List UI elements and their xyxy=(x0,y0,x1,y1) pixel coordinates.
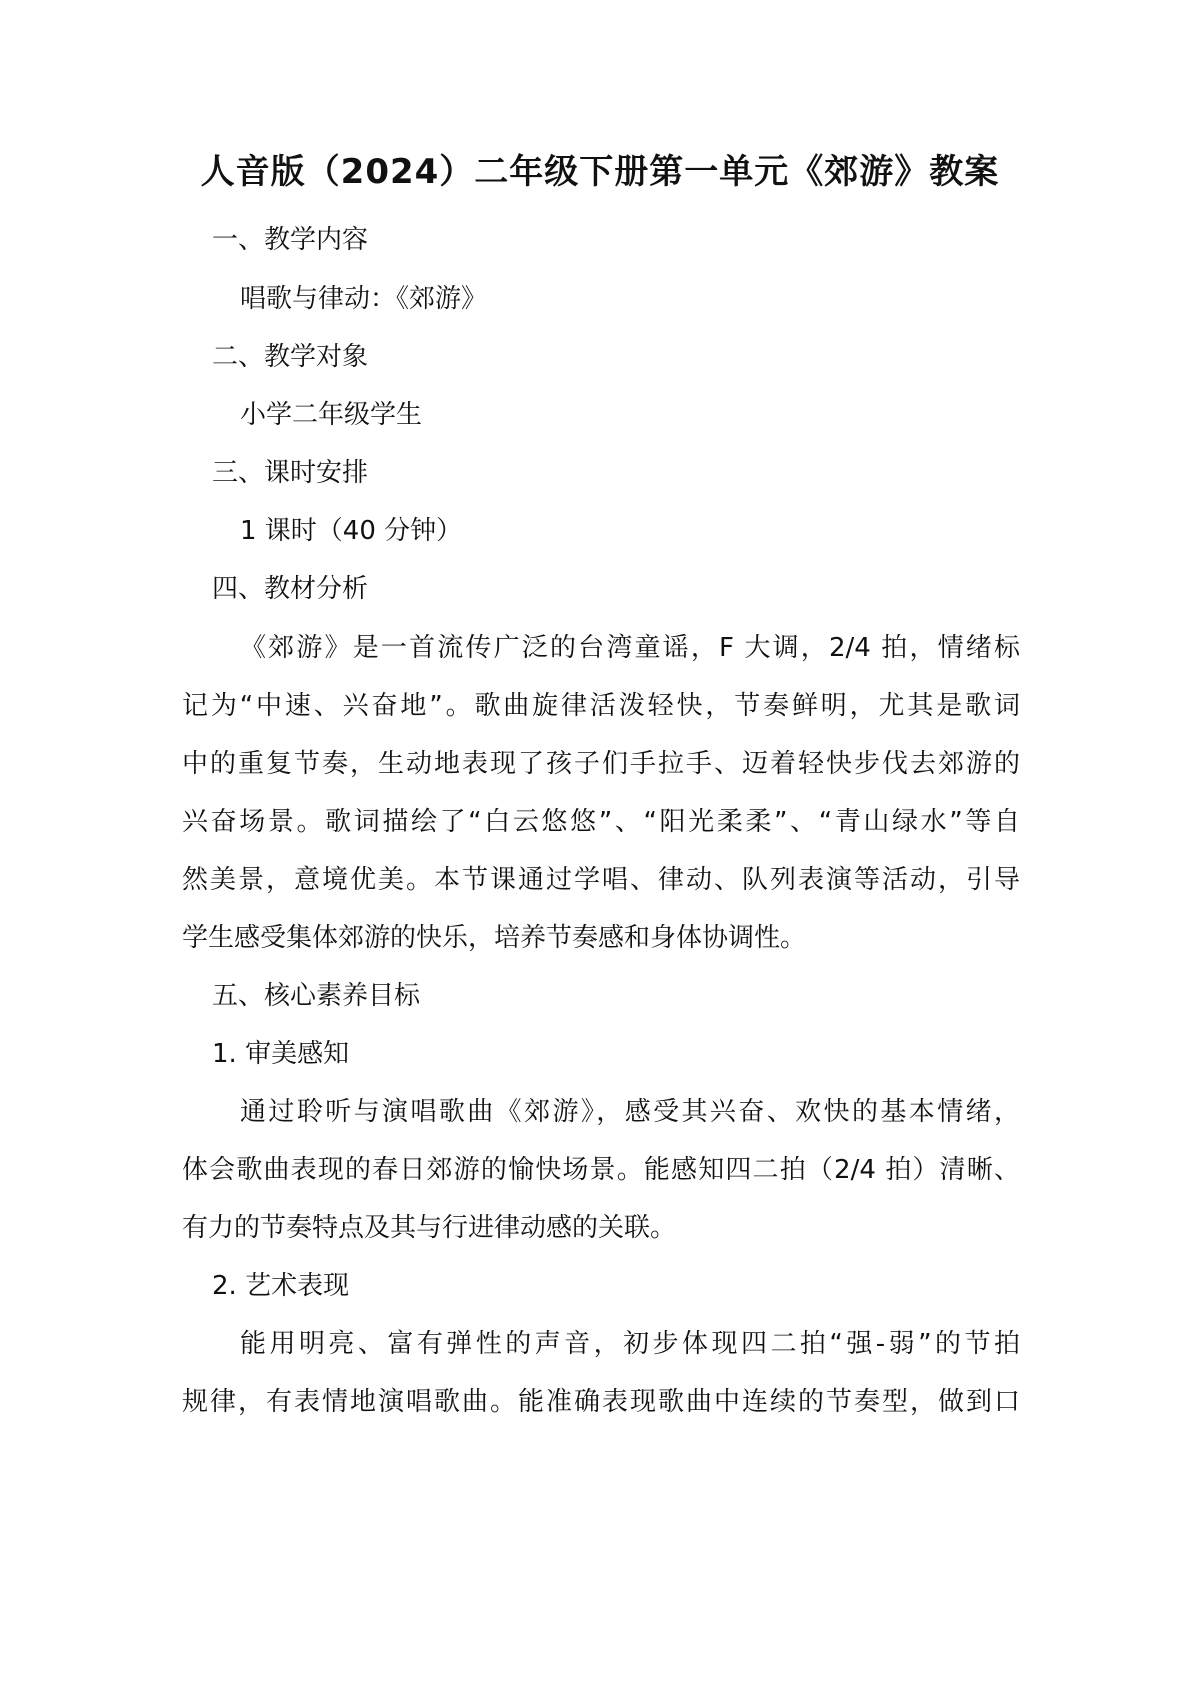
artistic-expression-line: 能用明亮、富有弹性的声音，初步体现四二拍“强-弱”的节拍 xyxy=(240,1329,1020,1359)
aesthetic-perception-line: 有力的节奏特点及其与行进律动感的关联。 xyxy=(182,1213,677,1243)
document-title: 人音版（2024）二年级下册第一单元《郊游》教案 xyxy=(200,152,1000,192)
teaching-target-text: 小学二年级学生 xyxy=(240,400,423,430)
section-heading-teaching-target: 二、教学对象 xyxy=(212,342,369,372)
lesson-schedule-text: 1 课时（40 分钟） xyxy=(240,516,463,546)
subheading-aesthetic-perception: 1. 审美感知 xyxy=(212,1039,350,1069)
aesthetic-perception-line: 通过聆听与演唱歌曲《郊游》，感受其兴奋、欢快的基本情绪， xyxy=(240,1097,1020,1127)
section-heading-teaching-content: 一、教学内容 xyxy=(212,225,369,255)
material-analysis-line: 学生感受集体郊游的快乐，培养节奏感和身体协调性。 xyxy=(182,923,807,953)
material-analysis-line: 《郊游》是一首流传广泛的台湾童谣，F 大调，2/4 拍，情绪标 xyxy=(240,633,1020,663)
artistic-expression-line: 规律，有表情地演唱歌曲。能准确表现歌曲中连续的节奏型，做到口 xyxy=(182,1387,1020,1417)
section-heading-lesson-schedule: 三、课时安排 xyxy=(212,458,369,488)
section-heading-core-literacy-goals: 五、核心素养目标 xyxy=(212,981,421,1011)
material-analysis-line: 中的重复节奏，生动地表现了孩子们手拉手、迈着轻快步伐去郊游的 xyxy=(182,749,1020,779)
section-heading-material-analysis: 四、教材分析 xyxy=(212,574,369,604)
material-analysis-line: 记为“中速、兴奋地”。歌曲旋律活泼轻快，节奏鲜明，尤其是歌词 xyxy=(182,691,1020,721)
material-analysis-line: 兴奋场景。歌词描绘了“白云悠悠”、“阳光柔柔”、“青山绿水”等自 xyxy=(182,807,1020,837)
subheading-artistic-expression: 2. 艺术表现 xyxy=(212,1271,350,1301)
teaching-content-text: 唱歌与律动：《郊游》 xyxy=(240,284,488,314)
aesthetic-perception-line: 体会歌曲表现的春日郊游的愉快场景。能感知四二拍（2/4 拍）清晰、 xyxy=(182,1155,1020,1185)
material-analysis-line: 然美景，意境优美。本节课通过学唱、律动、队列表演等活动，引导 xyxy=(182,865,1020,895)
